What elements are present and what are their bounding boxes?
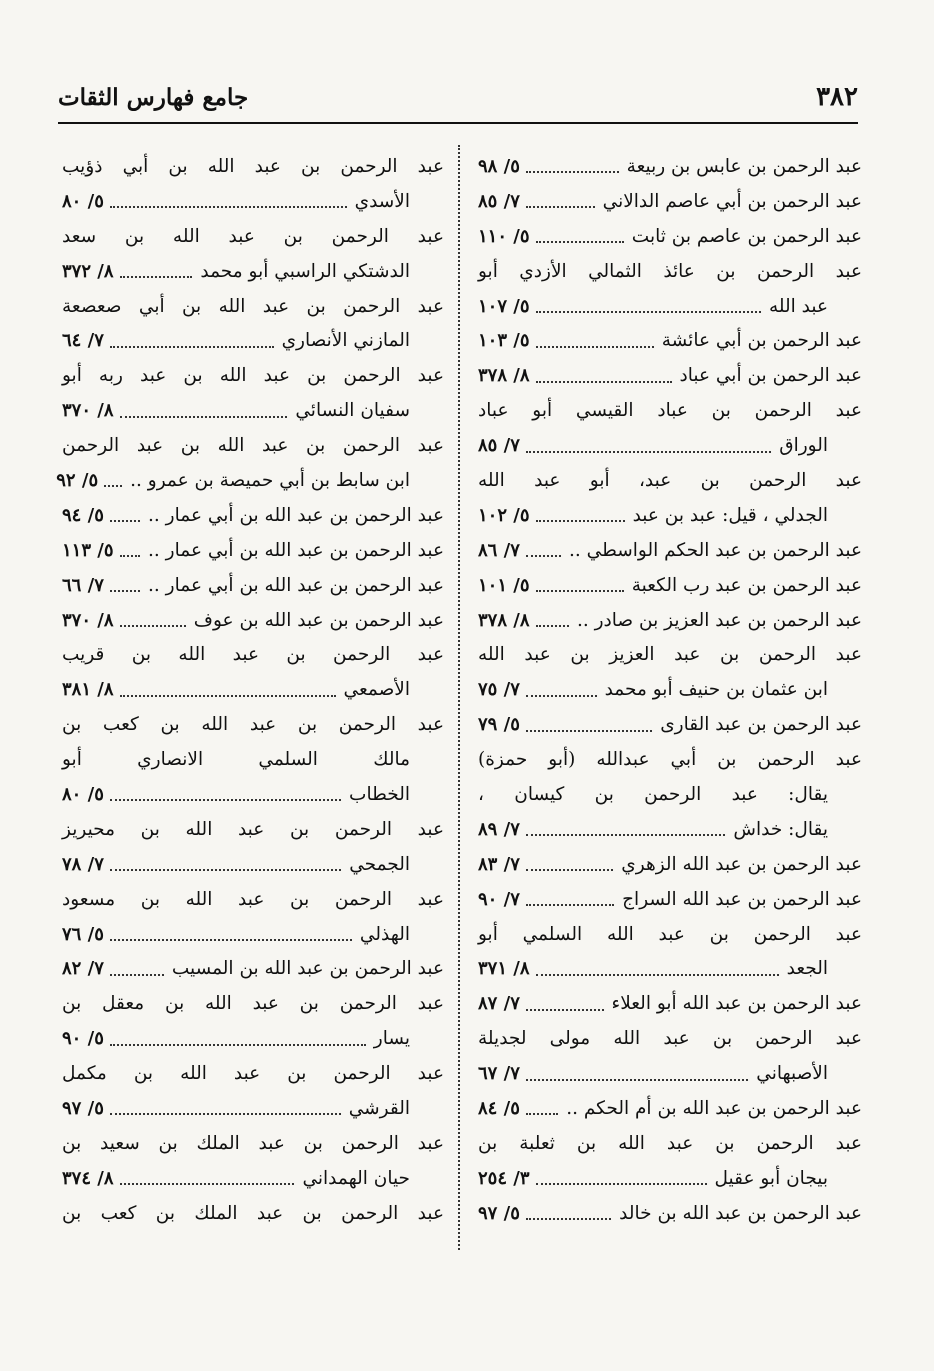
dot-leader — [526, 206, 595, 208]
dot-leader — [536, 974, 779, 976]
entry-name: عبد الرحمن بن عبد الله أبو العلاء — [611, 993, 862, 1015]
index-entry: مالك السلمي الانصاري أبو — [62, 749, 410, 771]
dot-leader — [536, 381, 672, 383]
index-entry — [478, 708, 862, 743]
index-entry: عبد الرحمن بن عبد الله بن قريب — [62, 644, 444, 666]
entry-name: ابن عثمان بن حنيف أبو محمد — [604, 679, 828, 701]
entry-name: عبد الرحمن بن عاصم بن ثابت — [631, 225, 862, 247]
index-entry — [478, 952, 862, 987]
index-entry — [478, 185, 862, 220]
index-column-right — [478, 150, 862, 1232]
index-entry: عبد الرحمن بن عائذ الثمالي الأزدي أبو — [478, 260, 862, 282]
volume-page-reference: ٧/ ٧٨ — [62, 853, 104, 875]
entry-name: عبد الرحمن بن أبي عائشة — [661, 330, 862, 352]
dot-leader — [536, 590, 624, 592]
volume-page-reference: ٥/ ٩٧ — [478, 1202, 520, 1224]
index-entry — [62, 1092, 444, 1127]
dot-leader — [526, 171, 619, 173]
volume-page-reference: ٥/ ٧٦ — [62, 923, 104, 945]
volume-page-reference: ٥/ ٨٤ — [478, 1098, 520, 1120]
entry-name: عبد الرحمن بن عبد الله الزهري — [621, 853, 862, 875]
index-entry — [62, 673, 444, 708]
volume-page-reference: ٥/ ١١٠ — [478, 225, 530, 247]
entry-name: الأسدي — [354, 190, 410, 212]
entry-name: عبد الرحمن بن عبد الله بن المسيب — [171, 958, 444, 980]
dot-leader — [110, 939, 352, 941]
entry-name: ابن سابط بن أبي حميصة بن عمرو .. — [130, 470, 410, 492]
index-entry — [62, 1022, 444, 1057]
dot-leader — [526, 555, 561, 557]
entry-name: يسار — [373, 1028, 410, 1050]
volume-page-reference: ٧/ ٨٣ — [478, 853, 520, 875]
index-entry: عبد الرحمن بن أبي عبدالله (أبو حمزة) — [478, 749, 862, 771]
volume-page-reference: ٧/ ٨٧ — [478, 993, 520, 1015]
entry-name: عبد الرحمن بن عبد الله بن عوف — [193, 609, 444, 631]
index-entry: عبد الرحمن بن عباد القيسي أبو عباد — [478, 400, 862, 422]
index-entry — [478, 534, 862, 569]
dot-leader — [536, 1183, 707, 1185]
dot-leader — [110, 869, 341, 871]
dot-leader — [536, 625, 569, 627]
volume-page-reference: ٧/ ٨٥ — [478, 190, 520, 212]
volume-page-reference: ٥/ ٩٨ — [478, 156, 520, 177]
volume-page-reference: ٧/ ٧٥ — [478, 679, 520, 701]
entry-name: عبد الرحمن بن أبي عاصم الدالاني — [602, 190, 862, 212]
index-entry — [62, 778, 444, 813]
volume-page-reference: ٥/ ٩٢ — [56, 470, 99, 492]
entry-name: عبد الرحمن بن عابس بن ربيعة — [626, 156, 862, 177]
dot-leader — [526, 451, 771, 453]
volume-page-reference: ٥/ ٨٠ — [62, 784, 104, 806]
entry-name: القرشي — [348, 1098, 410, 1120]
entry-name: المازني الأنصاري — [281, 330, 410, 352]
index-entry — [62, 918, 444, 953]
dot-leader — [526, 1079, 748, 1081]
volume-page-reference: ٣/ ٢٥٤ — [478, 1167, 530, 1189]
entry-name: عبد الرحمن بن عبد الله بن أم الحكم .. — [566, 1098, 862, 1120]
index-entry — [62, 569, 444, 604]
entry-name: عبد الرحمن بن عبد الله بن أبي عمار .. — [148, 574, 444, 596]
index-entry: عبد الرحمن بن عبد الله السلمي أبو — [478, 923, 862, 945]
dot-leader — [526, 1009, 604, 1011]
entry-name: الأصمعي — [343, 679, 410, 701]
dot-leader — [110, 206, 347, 208]
volume-page-reference: ٨/ ٣٧٢ — [62, 260, 114, 282]
entry-name: الجعد — [786, 958, 828, 980]
index-entry — [478, 150, 862, 185]
index-entry: عبد الرحمن بن عبد الله بن ثعلبة بن — [478, 1132, 862, 1154]
entry-name: الهذلي — [359, 923, 410, 945]
volume-page-reference: ٧/ ٨٦ — [478, 539, 520, 561]
dot-leader — [526, 869, 613, 871]
dot-leader — [526, 695, 597, 697]
dot-leader — [526, 1218, 611, 1220]
entry-name: الأصبهاني — [756, 1063, 828, 1085]
volume-page-reference: ٨/ ٣٧٤ — [62, 1167, 114, 1189]
entry-name: الجدلي ، قيل: عبد بن عبد — [632, 504, 828, 526]
book-title: جامع فهارس الثقات — [58, 84, 249, 111]
index-entry: عبد الرحمن بن عبد الله بن مكمل — [62, 1063, 444, 1085]
dot-leader — [526, 834, 726, 836]
volume-page-reference: ٨/ ٣٧٨ — [478, 609, 530, 631]
index-entry — [62, 952, 444, 987]
dot-leader — [526, 904, 614, 906]
index-entry — [62, 848, 444, 883]
index-entry: عبد الرحمن بن عبد الملك بن سعيد بن — [62, 1132, 444, 1154]
index-entry — [62, 394, 444, 429]
entry-name: عبد الرحمن بن عبد الحكم الواسطي .. — [569, 539, 862, 561]
dot-leader — [536, 311, 761, 313]
entry-name: الدشتكي الراسبي أبو محمد — [200, 260, 410, 282]
dot-leader — [110, 590, 140, 592]
index-entry — [478, 848, 862, 883]
entry-name: الخطاب — [349, 784, 410, 806]
entry-name: عبد الرحمن بن عبد القارى — [660, 714, 862, 736]
index-entry: عبد الرحمن بن عبد الملك بن كعب بن — [62, 1202, 444, 1224]
entry-name: حيان الهمداني — [302, 1167, 410, 1189]
dot-leader — [110, 346, 274, 348]
dot-leader — [120, 416, 288, 418]
index-entry: عبد الرحمن بن عبد العزيز بن عبد الله — [478, 644, 862, 666]
index-entry — [62, 534, 444, 569]
dot-leader — [104, 485, 122, 487]
index-entry — [62, 604, 444, 639]
entry-name: الجمحي — [349, 853, 410, 875]
index-entry — [478, 429, 862, 464]
entry-name: بيجان أبو عقيل — [714, 1167, 828, 1189]
index-entry — [478, 1197, 862, 1232]
dot-leader — [120, 276, 193, 278]
dot-leader — [110, 974, 164, 976]
index-entry: عبد الرحمن بن عبد الله بن معقل بن — [62, 993, 444, 1015]
dot-leader — [536, 520, 625, 522]
index-entry — [62, 185, 444, 220]
entry-name: عبد الرحمن بن عبد الله بن خالد — [619, 1202, 862, 1224]
index-entry: عبد الرحمن بن عبد الله مولى لجديلة — [478, 1028, 862, 1050]
entry-name: سفيان النسائي — [295, 400, 410, 422]
index-entry — [478, 359, 862, 394]
dot-leader — [120, 625, 186, 627]
volume-page-reference: ٧/ ٦٧ — [478, 1063, 520, 1085]
index-entry — [56, 464, 444, 499]
volume-page-reference: ٧/ ٩٠ — [478, 888, 520, 910]
entry-name: عبد الرحمن بن أبي عباد — [679, 365, 862, 387]
index-entry — [478, 673, 862, 708]
index-entry — [478, 1057, 862, 1092]
entry-name: عبد الرحمن بن عبد الله السراج — [622, 888, 862, 910]
index-entry — [478, 569, 862, 604]
index-entry: يقال: عبد الرحمن بن كيسان ، — [478, 784, 828, 806]
index-entry: عبد الرحمن بن عبد الله بن عبد ربه أبو — [62, 365, 444, 387]
index-entry — [478, 324, 862, 359]
index-entry — [62, 324, 444, 359]
volume-page-reference: ٧/ ٦٤ — [62, 330, 104, 352]
page-header — [58, 80, 858, 124]
volume-page-reference: ٥/ ٩٤ — [62, 504, 104, 526]
index-entry — [62, 1162, 444, 1197]
index-entry — [478, 220, 862, 255]
volume-page-reference: ٧/ ٨٥ — [478, 435, 520, 457]
volume-page-reference: ٨/ ٣٧٨ — [478, 365, 530, 387]
entry-name: عبد الرحمن بن عبد العزيز بن صادر .. — [576, 609, 862, 631]
entry-name: الوراق — [779, 435, 828, 457]
entry-name: يقال: خداش — [733, 818, 828, 840]
index-entry — [478, 604, 862, 639]
volume-page-reference: ٨/ ٣٧١ — [478, 958, 530, 980]
index-entry: عبد الرحمن بن عبد الله بن أبي ذؤيب — [62, 156, 444, 177]
dot-leader — [536, 241, 624, 243]
volume-page-reference: ٥/ ١٠٢ — [478, 504, 530, 526]
volume-page-reference: ٥/ ١٠٣ — [478, 330, 530, 352]
index-entry: عبد الرحمن بن عبد الله بن محيريز — [62, 818, 444, 840]
entry-name: عبد الله — [768, 295, 828, 317]
index-entry — [62, 499, 444, 534]
volume-page-reference: ٥/ ٧٩ — [478, 714, 520, 736]
volume-page-reference: ٥/ ١٠٧ — [478, 295, 530, 317]
volume-page-reference: ٨/ ٣٧٠ — [62, 400, 114, 422]
index-entry — [478, 813, 862, 848]
dot-leader — [120, 695, 336, 697]
dot-leader — [120, 1183, 295, 1185]
index-entry — [62, 255, 444, 290]
page-number: ٣٨٢ — [816, 82, 858, 112]
index-entry — [478, 1092, 862, 1127]
dot-leader — [110, 1044, 366, 1046]
index-entry: عبد الرحمن بن عبد الله بن أبي صعصعة — [62, 295, 444, 317]
volume-page-reference: ٨/ ٣٨١ — [62, 679, 114, 701]
volume-page-reference: ٥/ ٩٠ — [62, 1028, 104, 1050]
dot-leader — [526, 730, 652, 732]
volume-page-reference: ٥/ ١٠١ — [478, 574, 530, 596]
index-entry: عبد الرحمن بن عبد الله بن مسعود — [62, 888, 444, 910]
dot-leader — [120, 555, 141, 557]
dot-leader — [526, 1113, 558, 1115]
index-entry — [478, 987, 862, 1022]
volume-page-reference: ٨/ ٣٧٠ — [62, 609, 114, 631]
column-divider — [458, 145, 460, 1250]
index-entry — [478, 883, 862, 918]
volume-page-reference: ٧/ ٨٩ — [478, 818, 520, 840]
volume-page-reference: ٥/ ١١٣ — [62, 539, 114, 561]
entry-name: عبد الرحمن بن عبد الله بن أبي عمار .. — [148, 539, 444, 561]
dot-leader — [536, 346, 654, 348]
entry-name: عبد الرحمن بن عبد الله بن أبي عمار .. — [148, 504, 444, 526]
entry-name: عبد الرحمن بن عبد رب الكعبة — [631, 574, 862, 596]
index-entry: عبد الرحمن بن عبد الله بن كعب بن — [62, 714, 444, 736]
index-entry — [478, 1162, 862, 1197]
index-entry: عبد الرحمن بن عبد الله بن عبد الرحمن — [62, 435, 444, 457]
dot-leader — [110, 520, 140, 522]
index-entry: عبد الرحمن بن عبد، أبو عبد الله — [478, 470, 862, 492]
dot-leader — [110, 799, 341, 801]
volume-page-reference: ٧/ ٦٦ — [62, 574, 104, 596]
volume-page-reference: ٥/ ٨٠ — [62, 190, 104, 212]
index-entry — [478, 290, 862, 325]
index-column-left — [56, 150, 444, 1232]
index-entry: عبد الرحمن بن عبد الله بن سعد — [62, 225, 444, 247]
index-entry — [478, 499, 862, 534]
dot-leader — [110, 1113, 341, 1115]
volume-page-reference: ٥/ ٩٧ — [62, 1098, 104, 1120]
volume-page-reference: ٧/ ٨٢ — [62, 958, 104, 980]
